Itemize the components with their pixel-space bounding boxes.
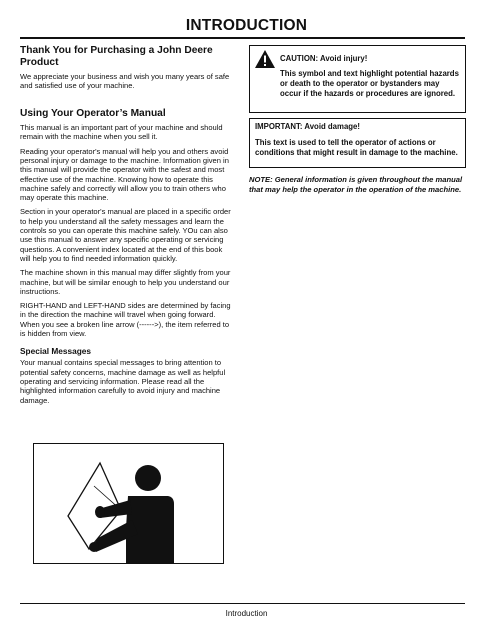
important-text: This text is used to tell the operator of actions or conditions that might result in damage to the machine.: [255, 138, 458, 158]
important-box: [249, 118, 466, 168]
thank-you-heading: Thank You for Purchasing a John Deere Product: [20, 45, 213, 68]
footer-text: Introduction: [225, 609, 268, 618]
special-messages-text: Your manual contains special messages to bring attention to potential safety concerns, machine damage as well as helpful operating and servicing information. Please read all the highlighted information carefully to avoid injury and machine damage.: [20, 358, 226, 405]
important-heading: IMPORTANT: Avoid damage!: [255, 122, 360, 131]
warning-triangle-icon: [254, 49, 276, 69]
person-reading-manual-icon: [34, 444, 223, 563]
caution-text: This symbol and text highlight potential hazards or death to the operator or bystanders may occur if the hazards or procedures are ignored.: [280, 69, 459, 99]
footer-divider: [20, 603, 465, 604]
manual-paragraph: This manual is an important part of your machine and should remain with the machine when you sell it.: [20, 123, 223, 142]
note-text: NOTE: General information is given throughout the manual that may help the operator in the operation of the machine.: [249, 175, 463, 194]
right-column: [249, 45, 466, 194]
caution-heading: CAUTION: Avoid injury!: [280, 54, 368, 63]
title-divider: [20, 37, 465, 39]
caution-box: [249, 45, 466, 113]
manual-paragraph: RIGHT-HAND and LEFT-HAND sides are determined by facing in the direction the machine will travel when going forward. When you see a broken line arrow (------>), the item referred to is hidden from view.: [20, 301, 231, 339]
special-messages-heading: Special Messages: [20, 346, 92, 357]
manual-illustration: [33, 443, 224, 564]
left-column: [20, 45, 232, 410]
manual-paragraph: Section in your operator's manual are placed in a specific order to help you understand all the safety messages and learn the controls so you can operate this machine safely. YOu can also use this manual to answer any specific operating or servicing questions. A convenient index located at the end of this book will help you to find needed information quickly.: [20, 207, 231, 263]
thank-you-text: We appreciate your business and wish you many years of safe and satisfied use of your machine.: [20, 72, 230, 91]
page-title: INTRODUCTION: [185, 17, 308, 34]
manual-paragraph: Reading your operator's manual will help you and others avoid personal injury or damage to the machine. Information given in this manual will provide the operator with the safest and most effective use of the machine. Knowing how to operate this machine safely and correctly will allow you to train others who may operate this machine.: [20, 146, 229, 203]
manual-heading: Using Your Operator’s Manual: [20, 107, 166, 119]
manual-paragraph: The machine shown in this manual may differ slightly from your machine, but will be similar enough to help you understand our instructions.: [20, 268, 231, 296]
